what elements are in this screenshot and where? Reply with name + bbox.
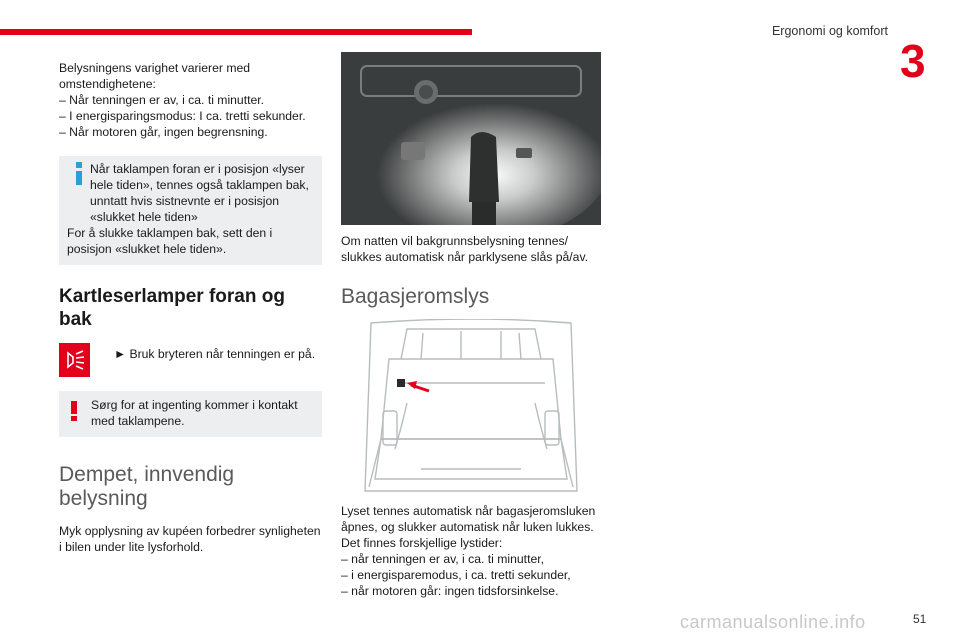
warning-text: Sørg for at ingenting kommer i kontakt med taklampene. <box>91 398 298 428</box>
watermark: carmanualsonline.info <box>680 612 866 632</box>
condition-item: – Når motoren går, ingen begrensning. <box>59 125 268 139</box>
condition-item: – I energisparingsmodus: I ca. tretti sekunder. <box>59 109 306 123</box>
info-note-line2: For å slukke taklampen bak, sett den i posisjon «slukket hele tiden». <box>67 226 273 256</box>
info-icon <box>70 162 88 186</box>
info-note-line1: Når taklampen foran er i posisjon «lyser hele tiden», tennes også taklampen bak, unntatt hvis sistnevnte er i posisjon «slukket hele tiden» <box>90 162 309 224</box>
durations-intro: Det finnes forskjellige lystider: <box>341 536 503 550</box>
header-red-bar <box>0 29 472 35</box>
trunk-text: Lyset tennes automatisk når bagasjeromsluken åpnes, og slukker automatisk når luken lukkes. <box>341 504 596 534</box>
right-column <box>341 52 601 599</box>
heading-reading-lamps: Kartleserlamper foran og bak <box>59 286 285 330</box>
duration-item: – når motoren går: ingen tidsforsinkelse. <box>341 584 559 598</box>
duration-item: – når tenningen er av, i ca. ti minutter, <box>341 552 545 566</box>
condition-item: – Når tenningen er av, i ca. ti minutter. <box>59 93 265 107</box>
info-note <box>59 156 322 265</box>
photo-caption: Om natten vil bakgrunnsbelysning tennes/ slukkes automatisk når parklysene slås på/av. <box>341 234 589 264</box>
reading-lamp-step <box>59 343 322 379</box>
warning-icon <box>71 401 77 421</box>
warning-note <box>59 391 322 437</box>
section-title: Ergonomi og komfort <box>771 24 888 38</box>
duration-item: – i energisparemodus, i ca. tretti sekunder, <box>341 568 571 582</box>
heading-trunk-light: Bagasjeromslys <box>341 285 490 308</box>
page-number: 51 <box>913 612 927 626</box>
console-night-photo <box>341 52 601 225</box>
reading-lamp-icon <box>59 343 90 377</box>
trunk-illustration <box>361 319 581 495</box>
heading-ambient-lighting: Dempet, innvendig belysning <box>59 463 235 510</box>
ambient-text: Myk opplysning av kupéen forbedrer synligheten i bilen under lite lysforhold. <box>59 524 321 554</box>
duration-intro: Belysningens varighet varierer med omstendighetene: <box>59 61 251 91</box>
chapter-number: 3 <box>900 35 926 87</box>
reading-lamp-instruction: ► Bruk bryteren når tenningen er på. <box>114 347 316 361</box>
left-column <box>59 60 322 555</box>
